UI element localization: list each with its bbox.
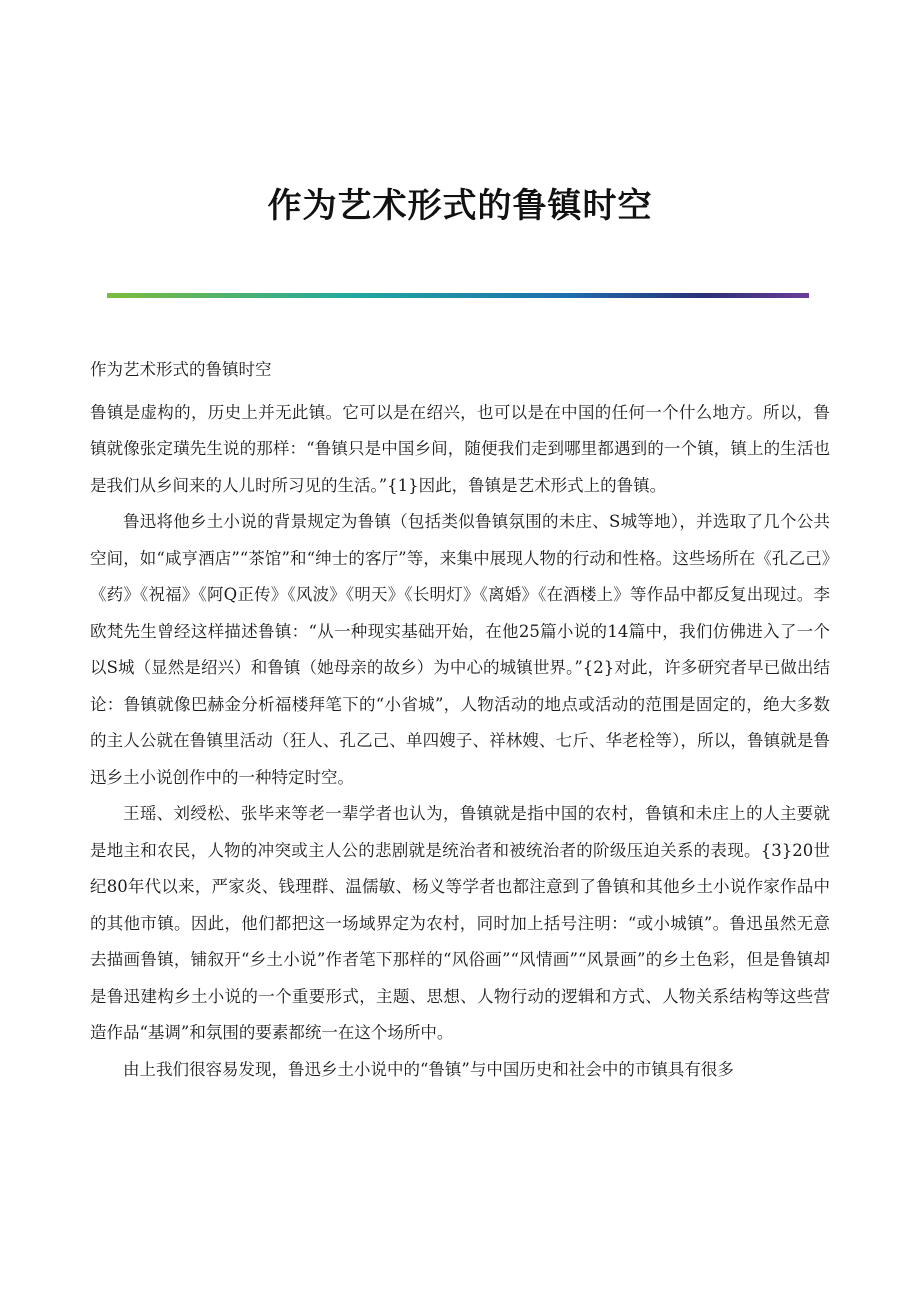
paragraph: 鲁镇是虚构的，历史上并无此镇。它可以是在绍兴，也可以是在中国的任何一个什么地方。所以，鲁镇就像张定璜先生说的那样：“鲁镇只是中国乡间，随便我们走到哪里都遇到的一个镇，镇上的生活也是我们从乡间来的人儿时所习见的生活。”{1}因此，鲁镇是艺术形式上的鲁镇。 (90, 402, 830, 495)
paragraph: 鲁迅将他乡土小说的背景规定为鲁镇（包括类似鲁镇氛围的未庄、S城等地），并选取了几个公共空间，如“咸亨酒店”“茶馆”和“绅士的客厅”等，来集中展现人物的行动和性格。这些场所在《孔乙己》《药》《祝福》《阿Q正传》《风波》《明天》《长明灯》《离婚》《在酒楼上》等作品中都反复出现过。李欧梵先生曾经这样描述鲁镇：“从一种现实基础开始，在他25篇小说的14篇中，我们仿佛进入了一个以S城（显然是绍兴）和鲁镇（她母亲的故乡）为中心的城镇世界。”{2}对此，许多研究者早已做出结论：鲁镇就像巴赫金分析福楼拜笔下的“小省城”，人物活动的地点或活动的范围是固定的，绝大多数的主人公就在鲁镇里活动（狂人、孔乙己、单四嫂子、祥林嫂、七斤、华老栓等），所以，鲁镇就是鲁迅乡土小说创作中的一种特定时空。 (90, 512, 830, 787)
document-title: 作为艺术形式的鲁镇时空 (267, 186, 653, 226)
title-divider (107, 293, 809, 298)
paragraph: 王瑶、刘绶松、张毕来等老一辈学者也认为，鲁镇就是指中国的农村，鲁镇和未庄上的人主要就是地主和农民，人物的冲突或主人公的悲剧就是统治者和被统治者的阶级压迫关系的表现。{3}20世纪80年代以来，严家炎、钱理群、温儒敏、杨义等学者也都注意到了鲁镇和其他乡土小说作家作品中的其他市镇。因此，他们都把这一场域界定为农村，同时加上括号注明：“或小城镇”。鲁迅虽然无意去描画鲁镇，铺叙开“乡土小说”作者笔下那样的“风俗画”“风情画”“风景画”的乡土色彩，但是鲁镇却是鲁迅建构乡土小说的一个重要形式，主题、思想、人物行动的逻辑和方式、人物关系结构等这些营造作品“基调”和氛围的要素都统一在这个场所中。 (90, 804, 830, 1042)
document-subtitle: 作为艺术形式的鲁镇时空 (90, 360, 272, 379)
paragraph: 由上我们很容易发现，鲁迅乡土小说中的“鲁镇”与中国历史和社会中的市镇具有很多 (123, 1059, 734, 1079)
document-body (90, 352, 830, 1088)
